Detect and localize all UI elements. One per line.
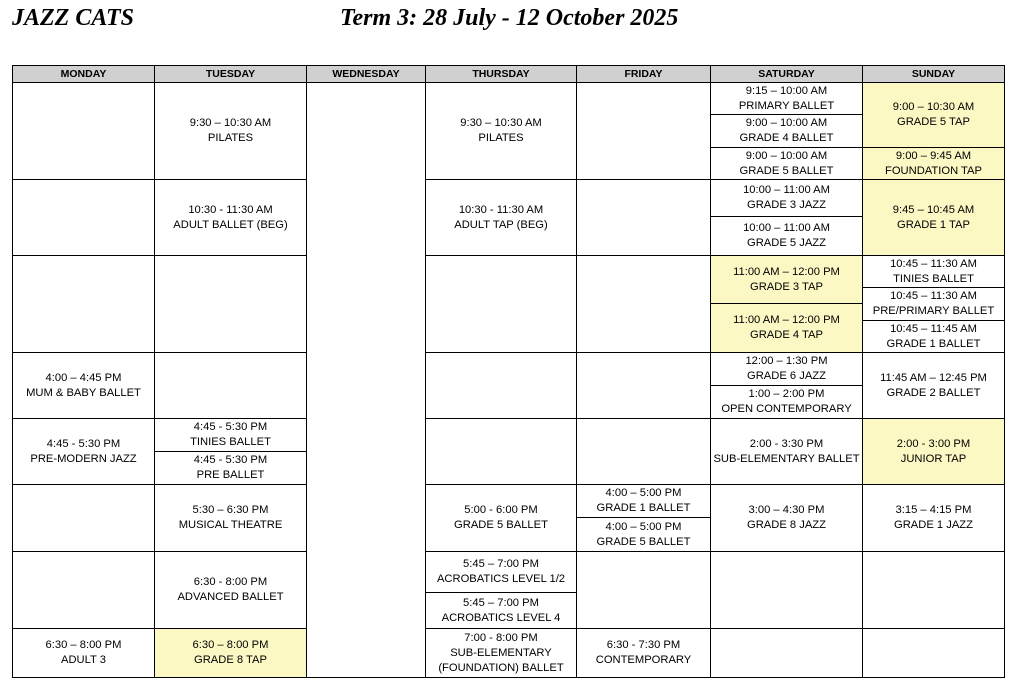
class-name: SUB-ELEMENTARY (450, 646, 552, 659)
class-time: 6:30 – 8:00 PM (45, 639, 122, 651)
class-time: 10:00 – 11:00 AM (743, 222, 830, 234)
class-time: 11:00 AM – 12:00 PM (733, 265, 840, 278)
class-name: OPEN CONTEMPORARY (721, 403, 852, 415)
empty-slot (154, 255, 307, 353)
day-header: MONDAY (12, 65, 155, 83)
class-name: GRADE 5 BALLET (596, 535, 691, 548)
class-name: FOUNDATION TAP (885, 164, 982, 177)
class-slot (862, 287, 1005, 321)
class-name: TINIES BALLET (190, 436, 271, 448)
empty-slot (576, 418, 711, 485)
class-time: 5:00 - 6:00 PM (464, 504, 538, 516)
empty-slot (12, 179, 155, 256)
day-header: WEDNESDAY (306, 65, 426, 83)
class-time: 12:00 – 1:30 PM (745, 355, 828, 367)
class-name: GRADE 5 BALLET (454, 519, 548, 531)
class-slot (425, 82, 577, 180)
class-time: 10:45 – 11:30 AM (890, 290, 977, 302)
empty-slot (12, 551, 155, 629)
class-slot (710, 255, 863, 304)
class-time: 11:00 AM – 12:00 PM (733, 314, 840, 326)
class-name: GRADE 2 BALLET (886, 386, 981, 399)
empty-slot (710, 551, 863, 629)
class-slot (425, 551, 577, 593)
class-name: CONTEMPORARY (595, 654, 692, 666)
empty-slot (425, 255, 577, 353)
class-slot (425, 628, 577, 678)
class-slot (12, 418, 155, 485)
class-slot (710, 385, 863, 419)
class-name: GRADE 6 JAZZ (747, 370, 826, 382)
class-slot (425, 484, 577, 552)
class-slot (154, 82, 307, 180)
class-slot (862, 255, 1005, 288)
class-time: 4:00 – 5:00 PM (605, 487, 682, 499)
class-slot (154, 551, 307, 629)
class-name: PILATES (207, 132, 254, 144)
empty-slot (862, 551, 1005, 629)
class-name: PRE BALLET (196, 469, 265, 481)
class-slot (710, 82, 863, 115)
term-title: Term 3: 28 July - 12 October 2025 (340, 5, 679, 31)
class-slot (862, 418, 1005, 485)
class-name: GRADE 3 JAZZ (747, 199, 826, 211)
empty-slot (576, 352, 711, 419)
class-name: ADULT TAP (BEG) (454, 218, 548, 231)
class-time: 9:00 – 10:00 AM (745, 117, 828, 129)
class-slot (12, 352, 155, 419)
class-name: PRE-MODERN JAZZ (30, 452, 137, 465)
class-name: JUNIOR TAP (900, 452, 967, 465)
class-time: 9:00 – 10:00 AM (745, 149, 828, 162)
class-name: GRADE 4 BALLET (739, 132, 834, 144)
class-slot (710, 418, 863, 485)
class-slot (862, 320, 1005, 353)
day-header: THURSDAY (425, 65, 577, 83)
empty-slot (12, 82, 155, 180)
empty-slot (710, 628, 863, 678)
class-slot (576, 517, 711, 552)
class-slot (12, 628, 155, 678)
class-name: GRADE 3 TAP (750, 280, 823, 293)
class-name: GRADE 1 BALLET (596, 502, 691, 514)
empty-slot (576, 82, 711, 180)
day-header: FRIDAY (576, 65, 711, 83)
empty-slot (425, 418, 577, 485)
empty-slot (862, 628, 1005, 678)
class-name: ACROBATICS LEVEL 4 (441, 611, 561, 624)
day-header: SATURDAY (710, 65, 863, 83)
class-slot (710, 484, 863, 552)
class-time: 4:45 - 5:30 PM (193, 454, 268, 466)
class-slot (576, 628, 711, 678)
class-name: GRADE 8 TAP (194, 654, 267, 666)
class-time: 6:30 – 8:00 PM (192, 639, 269, 651)
class-time: 5:45 – 7:00 PM (463, 558, 539, 570)
class-name: GRADE 1 JAZZ (894, 519, 973, 531)
class-slot (710, 352, 863, 386)
class-slot (862, 82, 1005, 148)
empty-slot (576, 551, 711, 629)
class-time: 10:45 – 11:45 AM (890, 322, 977, 335)
class-name: MUM & BABY BALLET (26, 386, 141, 399)
class-name: GRADE 1 TAP (897, 218, 970, 231)
class-time: 9:30 – 10:30 AM (460, 117, 542, 129)
class-name: ADVANCED BALLET (177, 591, 284, 603)
class-slot (154, 628, 307, 678)
empty-slot (576, 255, 711, 353)
class-time: 9:45 – 10:45 AM (892, 203, 975, 216)
class-time: 5:45 – 7:00 PM (463, 596, 539, 609)
class-name: GRADE 5 BALLET (739, 164, 834, 177)
class-time: 3:15 – 4:15 PM (895, 504, 972, 516)
class-slot (710, 114, 863, 148)
empty-slot (12, 484, 155, 552)
class-time: 1:00 – 2:00 PM (748, 388, 825, 400)
empty-slot (576, 179, 711, 256)
class-name: (FOUNDATION) BALLET (438, 661, 564, 674)
class-time: 7:00 - 8:00 PM (464, 631, 538, 644)
class-slot (862, 179, 1005, 256)
class-name: GRADE 8 JAZZ (747, 519, 826, 531)
day-header: SUNDAY (862, 65, 1005, 83)
class-time: 2:00 - 3:00 PM (896, 437, 971, 450)
class-time: 4:00 – 4:45 PM (45, 371, 122, 384)
class-name: GRADE 1 BALLET (886, 337, 981, 350)
class-time: 10:00 – 11:00 AM (743, 184, 830, 196)
empty-slot (306, 82, 426, 678)
class-name: GRADE 5 TAP (897, 116, 970, 128)
class-time: 9:00 – 9:45 AM (895, 149, 972, 162)
class-slot (862, 352, 1005, 419)
class-name: MUSICAL THEATRE (178, 519, 283, 531)
school-name: JAZZ CATS (12, 5, 135, 31)
class-name: TINIES BALLET (893, 272, 974, 285)
class-slot (710, 303, 863, 353)
class-slot (154, 179, 307, 256)
class-time: 9:00 – 10:30 AM (892, 101, 975, 113)
empty-slot (12, 255, 155, 353)
class-time: 9:15 – 10:00 AM (745, 84, 828, 97)
class-slot (862, 147, 1005, 180)
class-slot (862, 484, 1005, 552)
class-name: GRADE 5 JAZZ (747, 237, 826, 249)
class-slot (154, 418, 307, 452)
class-time: 10:30 - 11:30 AM (458, 203, 544, 216)
class-name: SUB-ELEMENTARY BALLET (713, 452, 860, 465)
class-slot (710, 216, 863, 256)
class-time: 10:45 – 11:30 AM (890, 257, 977, 270)
class-slot (154, 451, 307, 485)
class-slot (576, 484, 711, 518)
class-slot (710, 147, 863, 180)
class-slot (425, 592, 577, 629)
empty-slot (154, 352, 307, 419)
class-slot (425, 179, 577, 256)
class-time: 3:00 – 4:30 PM (748, 504, 825, 516)
class-name: ADULT 3 (61, 654, 106, 666)
class-name: ACROBATICS LEVEL 1/2 (436, 573, 566, 585)
class-time: 4:00 – 5:00 PM (605, 520, 682, 533)
class-name: PRE/PRIMARY BALLET (872, 305, 995, 317)
class-time: 9:30 – 10:30 AM (189, 117, 272, 129)
class-slot (710, 179, 863, 217)
day-header: TUESDAY (154, 65, 307, 83)
class-name: ADULT BALLET (BEG) (173, 218, 288, 231)
class-time: 11:45 AM – 12:45 PM (880, 371, 987, 384)
class-time: 10:30 - 11:30 AM (188, 203, 273, 216)
class-time: 5:30 – 6:30 PM (192, 504, 269, 516)
class-time: 4:45 - 5:30 PM (46, 437, 121, 450)
class-name: GRADE 4 TAP (750, 329, 823, 341)
class-name: PRIMARY BALLET (738, 99, 835, 112)
class-time: 4:45 - 5:30 PM (193, 421, 268, 433)
class-slot (154, 484, 307, 552)
class-time: 2:00 - 3:30 PM (749, 437, 824, 450)
class-time: 6:30 - 8:00 PM (193, 576, 268, 588)
class-time: 6:30 - 7:30 PM (606, 639, 681, 651)
class-name: PILATES (478, 132, 524, 144)
empty-slot (425, 352, 577, 419)
